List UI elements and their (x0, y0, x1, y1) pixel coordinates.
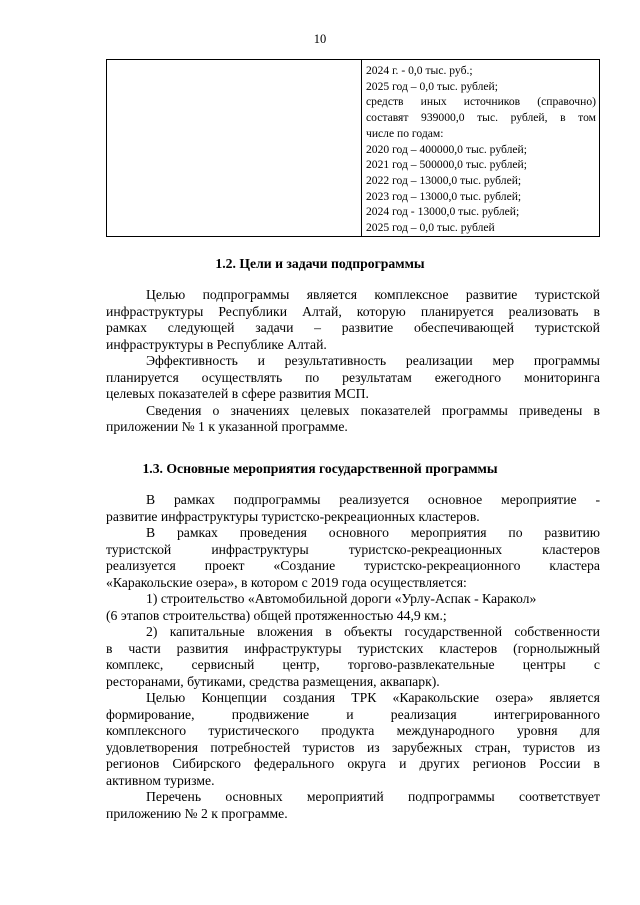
word: потребностей (210, 739, 291, 755)
text-line (106, 740, 600, 757)
word: Республики (218, 303, 288, 319)
word: тыс. (477, 111, 498, 125)
financing-line: 2025 год – 0,0 тыс. рублей (366, 221, 495, 235)
word: которую (356, 303, 406, 319)
word: инфраструктуры (244, 640, 342, 656)
word: стран, (474, 739, 511, 755)
word: по (508, 525, 523, 540)
word: России (539, 756, 581, 771)
financing-line (366, 110, 596, 126)
word: «Каракольские (392, 690, 480, 705)
word: развития (176, 640, 229, 656)
word: сервисный (191, 657, 255, 672)
text-line (106, 558, 600, 575)
word: иных (420, 95, 447, 109)
text-line (106, 707, 600, 724)
word: удовлетворения (106, 739, 199, 755)
word: государственной (404, 624, 503, 639)
word: Целью (146, 690, 186, 705)
word: в (106, 640, 113, 656)
word: значениях (230, 402, 290, 418)
section-1-2-body (106, 287, 600, 436)
word: рамках (176, 525, 218, 540)
word: реализация (390, 706, 457, 722)
word: проведения (239, 525, 307, 540)
financing-table-value-cell (362, 60, 600, 237)
word: туристской (106, 541, 172, 557)
text-line (106, 657, 600, 674)
section-1-2-title: 1.2. Цели и задачи подпрограммы (215, 256, 425, 271)
word: центр, (282, 657, 320, 672)
word: комплексное (374, 287, 449, 302)
financing-line: 2024 год - 13000,0 тыс. рублей; (366, 205, 520, 219)
word: является (306, 287, 358, 302)
word: реализуется (106, 558, 176, 573)
word: основное (427, 492, 483, 507)
word: мероприятий (306, 789, 384, 804)
word: в (560, 111, 566, 125)
word: средств (366, 95, 404, 109)
word: для (579, 723, 600, 738)
word: следующей (167, 320, 235, 335)
word: создания (282, 690, 336, 705)
financing-lines (366, 63, 596, 236)
text-line: целевых показателей в сфере развития МСП. (106, 386, 369, 401)
word: из (366, 739, 380, 755)
word: центры (522, 657, 566, 672)
text-line: ресторанами, бутиками, средства размещения, аквапарк). (106, 673, 440, 689)
word: том (578, 111, 596, 125)
word: инфраструктуры (106, 303, 204, 319)
word: мониторинга (523, 369, 600, 385)
word: мер (492, 353, 515, 368)
word: программы (533, 353, 600, 368)
word: продукта (321, 723, 375, 738)
word: формирование, (106, 706, 195, 722)
word: Алтай, (302, 303, 342, 319)
text-line (106, 403, 600, 420)
financing-line: 2023 год – 13000,0 тыс. рублей; (366, 189, 522, 203)
word: реализовать (508, 303, 579, 319)
word: озера» (495, 690, 534, 705)
word: туристских (357, 640, 424, 656)
word: регионов (106, 756, 160, 771)
word: – (314, 320, 322, 335)
word: о (212, 402, 220, 418)
word: программы (441, 402, 508, 418)
word: туристской (534, 320, 600, 335)
word: - (595, 492, 600, 507)
word: ТРК (351, 690, 377, 705)
text-line: приложению № 2 к программе. (106, 805, 288, 821)
word: развитие (465, 287, 518, 302)
word: других (419, 756, 460, 771)
text-line (106, 789, 600, 806)
word: округа (347, 756, 387, 771)
financing-line: 2025 год – 0,0 тыс. рублей; (366, 79, 498, 93)
financing-line: 2020 год – 400000,0 тыс. рублей; (366, 142, 527, 156)
word: в (325, 624, 332, 639)
word: приведены (519, 402, 583, 418)
word: уровня (516, 723, 558, 738)
word: вложения (256, 624, 313, 639)
word: ежегодного (434, 369, 502, 385)
word: туристской (534, 287, 600, 302)
word: Сибирского (172, 756, 241, 771)
word: зарубежных (391, 739, 463, 755)
word: основного (328, 525, 389, 540)
word: рублей, (510, 111, 548, 125)
word: интегрированного (493, 706, 600, 722)
text-line (106, 370, 600, 387)
word: (горнолыжный (513, 640, 600, 656)
word: реализуется (339, 492, 410, 507)
text-line: развитие инфраструктуры туристско-рекреационных кластеров. (106, 508, 480, 524)
word: развитию (544, 525, 600, 540)
page-number: 10 (313, 32, 327, 46)
text-line (106, 304, 600, 321)
section-1-3-title: 1.3. Основные мероприятия государственной программы (142, 461, 498, 476)
word: Концепции (201, 690, 267, 705)
word: рамках (106, 320, 147, 335)
word: Целью (146, 287, 186, 302)
text-line (106, 641, 600, 658)
financing-line: 2024 г. - 0,0 тыс. руб.; (366, 64, 473, 77)
word: мероприятие (501, 492, 577, 507)
financing-table-label-cell (107, 60, 362, 237)
word: кластеров (542, 541, 600, 557)
text-line (106, 287, 600, 304)
word: является (549, 690, 600, 705)
word: Сведения (146, 402, 202, 418)
word: инфраструктуры (211, 541, 309, 557)
financing-line: 2021 год – 500000,0 тыс. рублей; (366, 158, 527, 172)
word: результатам (342, 369, 412, 385)
word: подпрограммы (233, 492, 321, 507)
word: объекты (343, 624, 393, 639)
section-1-3-body (106, 492, 600, 822)
word: планируется (106, 369, 179, 385)
word: В (146, 525, 156, 540)
word: «Создание (273, 558, 336, 573)
word: показателей (360, 402, 431, 418)
financing-line (366, 94, 596, 110)
text-line (106, 690, 600, 707)
word: туристско-рекреационного (364, 558, 521, 573)
text-line: (6 этапов строительства) общей протяженностью 44,9 км.; (106, 607, 447, 623)
word: обеспечивающей (414, 320, 514, 335)
word: в (593, 402, 600, 418)
word: 2) (146, 624, 158, 639)
word: с (593, 657, 600, 672)
text-line: 1) строительство «Автомобильной дороги «Урлу-Аспак - Каракол» (146, 591, 537, 606)
word: торгово-развлекательные (347, 657, 495, 672)
text-line (106, 320, 600, 337)
word: и (346, 706, 354, 722)
word: осуществлять (201, 369, 283, 385)
word: планируется (420, 303, 494, 319)
text-line (106, 723, 600, 740)
word: мероприятия (410, 525, 487, 540)
word: из (587, 739, 600, 755)
financing-line: числе по годам: (366, 126, 444, 140)
word: задачи (255, 320, 294, 335)
word: кластера (549, 558, 600, 573)
text-line: инфраструктуры в Республике Алтай. (106, 336, 327, 352)
word: туристов (302, 739, 355, 755)
word: соответствует (519, 789, 600, 804)
word: реализации (405, 353, 473, 368)
word: (справочно) (537, 95, 596, 109)
word: федерального (254, 756, 335, 771)
word: туристов (522, 739, 575, 755)
financing-table (106, 59, 600, 237)
word: продвижение (231, 706, 310, 722)
word: туристического (208, 723, 299, 738)
word: подпрограммы (202, 287, 290, 302)
word: международного (396, 723, 495, 738)
text-line (106, 492, 600, 509)
word: подпрограммы (407, 789, 495, 804)
text-line (106, 525, 600, 542)
text-line: активном туризме. (106, 772, 215, 788)
word: и (399, 756, 407, 771)
text-line (106, 542, 600, 559)
word: части (128, 640, 161, 656)
word: Перечень (146, 789, 202, 804)
word: собственности (514, 624, 600, 639)
word: 939000,0 (421, 111, 465, 125)
word: результативность (284, 353, 387, 368)
word: в (593, 303, 600, 319)
word: основных (225, 789, 283, 804)
text-line: «Каракольские озера», в котором с 2019 года осуществляется: (106, 574, 467, 590)
text-line (106, 353, 600, 370)
word: рамках (173, 492, 215, 507)
word: Эффективность (146, 353, 238, 368)
word: развитие (341, 320, 394, 335)
word: комплексного (106, 723, 187, 738)
financing-line: 2022 год – 13000,0 тыс. рублей; (366, 173, 522, 187)
word: комплекс, (106, 657, 164, 672)
word: капитальные (169, 624, 245, 639)
word: в (593, 756, 600, 771)
word: по (305, 369, 320, 385)
word: целевых (300, 402, 350, 418)
text-line: приложении № 1 к указанной программе. (106, 419, 348, 434)
text-line (106, 624, 600, 641)
word: кластеров (439, 640, 498, 656)
word: туристско-рекреационных (348, 541, 503, 557)
text-line (106, 756, 600, 773)
word: источников (463, 95, 521, 109)
word: и (257, 353, 265, 368)
word: проект (204, 558, 245, 573)
word: регионов (472, 756, 527, 771)
word: В (146, 492, 156, 507)
word: составят (366, 111, 409, 125)
